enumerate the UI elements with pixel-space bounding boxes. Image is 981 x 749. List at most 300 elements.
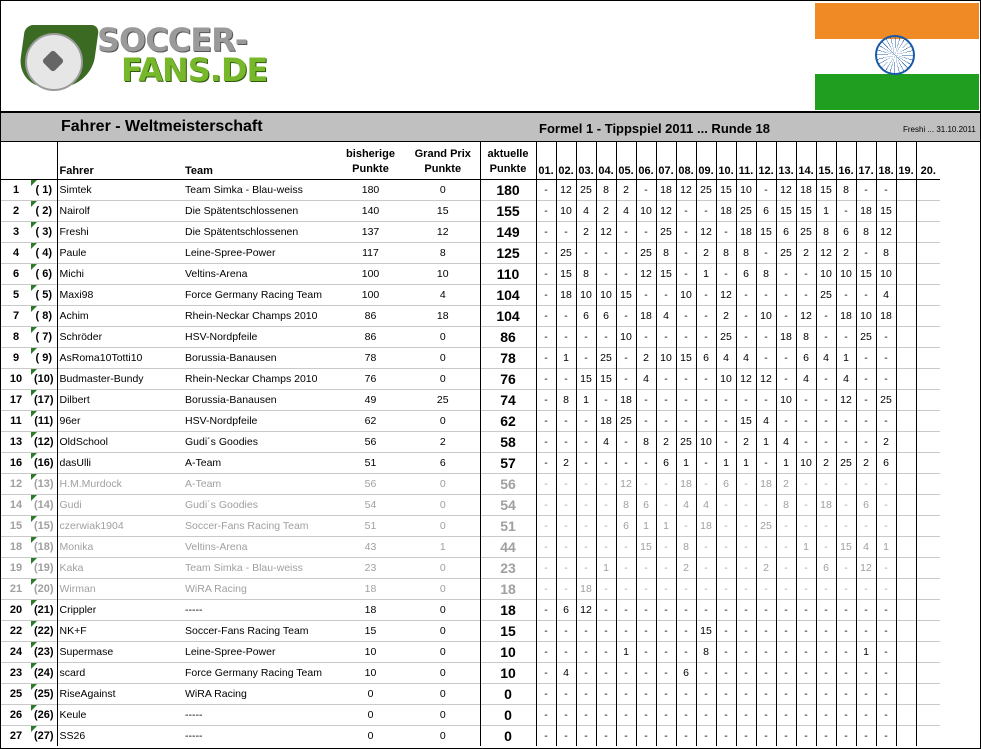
round-12-cell: 2 bbox=[756, 558, 776, 579]
round-12-cell: - bbox=[756, 642, 776, 663]
bisherige-cell: 10 bbox=[335, 663, 406, 684]
bisherige-cell: 51 bbox=[335, 453, 406, 474]
header-area bbox=[1, 1, 980, 113]
table-row bbox=[1, 243, 940, 264]
gp-points-cell: 0 bbox=[406, 327, 480, 348]
round-8-cell: - bbox=[676, 411, 696, 432]
round-9-cell: 10 bbox=[696, 432, 716, 453]
round-16-cell: - bbox=[836, 705, 856, 726]
gp-points-cell: 0 bbox=[406, 558, 480, 579]
previous-position-cell: ( 2) bbox=[31, 201, 57, 222]
round-17-cell: - bbox=[856, 516, 876, 537]
team-cell: Veltins-Arena bbox=[183, 537, 335, 558]
aktuelle-cell: 56 bbox=[480, 474, 536, 495]
round-9-cell: - bbox=[696, 663, 716, 684]
round-15-cell: - bbox=[816, 684, 836, 705]
round-7-cell: - bbox=[656, 474, 676, 495]
round-15-cell: - bbox=[816, 474, 836, 495]
round-4-cell: - bbox=[596, 390, 616, 411]
aktuelle-cell: 54 bbox=[480, 495, 536, 516]
table-row bbox=[1, 180, 940, 201]
round-6-cell: 15 bbox=[636, 537, 656, 558]
round-1-cell: - bbox=[536, 243, 556, 264]
round-15-cell: - bbox=[816, 579, 836, 600]
round-17-cell: 2 bbox=[856, 453, 876, 474]
title-bar bbox=[1, 113, 980, 142]
standings-table-wrap bbox=[1, 142, 940, 746]
gp-points-cell: 1 bbox=[406, 537, 480, 558]
round-2-cell: 10 bbox=[556, 201, 576, 222]
round-16-cell: - bbox=[836, 411, 856, 432]
position-cell: 24 bbox=[1, 642, 31, 663]
round-7-cell: 1 bbox=[656, 516, 676, 537]
position-cell: 18 bbox=[1, 537, 31, 558]
round-8-cell: - bbox=[676, 390, 696, 411]
round-4-cell: 2 bbox=[596, 201, 616, 222]
round-3-cell: - bbox=[576, 726, 596, 747]
round-1-cell: - bbox=[536, 264, 556, 285]
previous-position-cell: ( 3) bbox=[31, 222, 57, 243]
position-cell: 6 bbox=[1, 264, 31, 285]
round-10-cell: 12 bbox=[716, 285, 736, 306]
round-20-cell bbox=[916, 306, 940, 327]
round-4-cell: - bbox=[596, 642, 616, 663]
round-16-cell: 6 bbox=[836, 222, 856, 243]
round-10-cell: - bbox=[716, 495, 736, 516]
round-8-cell: - bbox=[676, 621, 696, 642]
gp-points-cell: 15 bbox=[406, 201, 480, 222]
round-8-cell: - bbox=[676, 705, 696, 726]
round-11-cell: - bbox=[736, 327, 756, 348]
round-1-cell: - bbox=[536, 201, 556, 222]
header-round-14: 14. bbox=[796, 142, 816, 180]
driver-name-cell: Maxi98 bbox=[57, 285, 183, 306]
round-7-cell: - bbox=[656, 411, 676, 432]
round-10-cell: - bbox=[716, 579, 736, 600]
round-6-cell: 4 bbox=[636, 369, 656, 390]
table-row bbox=[1, 264, 940, 285]
round-7-cell: - bbox=[656, 537, 676, 558]
round-1-cell: - bbox=[536, 495, 556, 516]
team-cell: Borussia-Banausen bbox=[183, 348, 335, 369]
header-round-1: 01. bbox=[536, 142, 556, 180]
round-1-cell: - bbox=[536, 558, 556, 579]
round-19-cell bbox=[896, 243, 916, 264]
round-19-cell bbox=[896, 306, 916, 327]
round-6-cell: - bbox=[636, 411, 656, 432]
driver-name-cell: Paule bbox=[57, 243, 183, 264]
round-13-cell: - bbox=[776, 684, 796, 705]
bisherige-cell: 0 bbox=[335, 726, 406, 747]
round-4-cell: - bbox=[596, 663, 616, 684]
round-16-cell: 25 bbox=[836, 453, 856, 474]
position-cell: 27 bbox=[1, 726, 31, 747]
round-12-cell: - bbox=[756, 453, 776, 474]
round-6-cell: - bbox=[636, 642, 656, 663]
previous-position-cell: (22) bbox=[31, 621, 57, 642]
team-cell: Team Simka - Blau-weiss bbox=[183, 558, 335, 579]
round-3-cell: - bbox=[576, 474, 596, 495]
round-6-cell: - bbox=[636, 285, 656, 306]
round-19-cell bbox=[896, 264, 916, 285]
round-16-cell: - bbox=[836, 201, 856, 222]
round-14-cell: - bbox=[796, 579, 816, 600]
round-12-cell: - bbox=[756, 327, 776, 348]
round-7-cell: - bbox=[656, 726, 676, 747]
round-4-cell: 6 bbox=[596, 306, 616, 327]
round-12-cell: 15 bbox=[756, 222, 776, 243]
round-11-cell: 18 bbox=[736, 222, 756, 243]
round-20-cell bbox=[916, 495, 940, 516]
round-3-cell: - bbox=[576, 663, 596, 684]
round-5-cell: - bbox=[616, 726, 636, 747]
round-18-cell: - bbox=[876, 495, 896, 516]
round-4-cell: - bbox=[596, 453, 616, 474]
round-18-cell: 10 bbox=[876, 264, 896, 285]
round-3-cell: - bbox=[576, 432, 596, 453]
driver-name-cell: NK+F bbox=[57, 621, 183, 642]
round-5-cell: - bbox=[616, 663, 636, 684]
round-3-cell: 25 bbox=[576, 180, 596, 201]
gp-points-cell: 0 bbox=[406, 180, 480, 201]
table-row bbox=[1, 369, 940, 390]
round-11-cell: - bbox=[736, 579, 756, 600]
round-1-cell: - bbox=[536, 222, 556, 243]
round-16-cell: 12 bbox=[836, 390, 856, 411]
round-1-cell: - bbox=[536, 411, 556, 432]
round-8-cell: 2 bbox=[676, 558, 696, 579]
round-1-cell: - bbox=[536, 663, 556, 684]
round-20-cell bbox=[916, 600, 940, 621]
round-13-cell: - bbox=[776, 579, 796, 600]
round-14-cell: - bbox=[796, 495, 816, 516]
previous-position-cell: (17) bbox=[31, 390, 57, 411]
round-5-cell: - bbox=[616, 579, 636, 600]
previous-position-cell: (16) bbox=[31, 453, 57, 474]
round-11-cell: - bbox=[736, 600, 756, 621]
round-15-cell: - bbox=[816, 369, 836, 390]
round-7-cell: 6 bbox=[656, 453, 676, 474]
round-5-cell: - bbox=[616, 348, 636, 369]
driver-name-cell: Supermase bbox=[57, 642, 183, 663]
driver-name-cell: Dilbert bbox=[57, 390, 183, 411]
aktuelle-cell: 149 bbox=[480, 222, 536, 243]
round-17-cell: - bbox=[856, 369, 876, 390]
round-13-cell: 25 bbox=[776, 243, 796, 264]
header-round-6: 06. bbox=[636, 142, 656, 180]
round-19-cell bbox=[896, 474, 916, 495]
round-4-cell: - bbox=[596, 684, 616, 705]
aktuelle-cell: 125 bbox=[480, 243, 536, 264]
previous-position-cell: (13) bbox=[31, 474, 57, 495]
round-9-cell: 2 bbox=[696, 243, 716, 264]
round-8-cell: 8 bbox=[676, 537, 696, 558]
previous-position-cell: (12) bbox=[31, 432, 57, 453]
round-9-cell: - bbox=[696, 705, 716, 726]
round-4-cell: - bbox=[596, 621, 616, 642]
team-cell: HSV-Nordpfeile bbox=[183, 411, 335, 432]
round-17-cell: 12 bbox=[856, 558, 876, 579]
round-20-cell bbox=[916, 222, 940, 243]
round-18-cell: - bbox=[876, 369, 896, 390]
round-20-cell bbox=[916, 201, 940, 222]
table-row bbox=[1, 222, 940, 243]
table-row bbox=[1, 327, 940, 348]
aktuelle-cell: 76 bbox=[480, 369, 536, 390]
round-13-cell: 2 bbox=[776, 474, 796, 495]
round-11-cell: - bbox=[736, 705, 756, 726]
round-6-cell: - bbox=[636, 684, 656, 705]
round-8-cell: - bbox=[676, 516, 696, 537]
previous-position-cell: (24) bbox=[31, 663, 57, 684]
header-round-16: 16. bbox=[836, 142, 856, 180]
header-round-9: 09. bbox=[696, 142, 716, 180]
round-20-cell bbox=[916, 558, 940, 579]
round-11-cell: 15 bbox=[736, 411, 756, 432]
round-17-cell: - bbox=[856, 432, 876, 453]
round-6-cell: - bbox=[636, 390, 656, 411]
gp-points-cell: 0 bbox=[406, 600, 480, 621]
round-11-cell: - bbox=[736, 642, 756, 663]
round-7-cell: 15 bbox=[656, 264, 676, 285]
round-2-cell: - bbox=[556, 684, 576, 705]
round-16-cell: - bbox=[836, 642, 856, 663]
round-20-cell bbox=[916, 285, 940, 306]
round-11-cell: - bbox=[736, 306, 756, 327]
header-pos bbox=[1, 142, 31, 180]
aktuelle-cell: 10 bbox=[480, 663, 536, 684]
round-14-cell: 1 bbox=[796, 537, 816, 558]
header-round-2: 02. bbox=[556, 142, 576, 180]
round-9-cell: - bbox=[696, 453, 716, 474]
round-17-cell: - bbox=[856, 684, 876, 705]
driver-name-cell: Achim bbox=[57, 306, 183, 327]
position-cell: 20 bbox=[1, 600, 31, 621]
bisherige-cell: 100 bbox=[335, 264, 406, 285]
round-10-cell: - bbox=[716, 558, 736, 579]
round-16-cell: 8 bbox=[836, 180, 856, 201]
previous-position-cell: (14) bbox=[31, 495, 57, 516]
round-4-cell: 15 bbox=[596, 369, 616, 390]
round-12-cell: 4 bbox=[756, 411, 776, 432]
round-5-cell: 8 bbox=[616, 495, 636, 516]
round-14-cell: - bbox=[796, 390, 816, 411]
round-7-cell: 8 bbox=[656, 243, 676, 264]
round-17-cell: - bbox=[856, 579, 876, 600]
header-fahrer: Fahrer bbox=[57, 142, 183, 180]
round-11-cell: - bbox=[736, 495, 756, 516]
table-row bbox=[1, 285, 940, 306]
round-9-cell: 8 bbox=[696, 642, 716, 663]
header-round-19: 19. bbox=[896, 142, 916, 180]
round-8-cell: - bbox=[676, 726, 696, 747]
round-12-cell: - bbox=[756, 663, 776, 684]
driver-name-cell: RiseAgainst bbox=[57, 684, 183, 705]
round-2-cell: - bbox=[556, 726, 576, 747]
team-cell: WiRA Racing bbox=[183, 579, 335, 600]
header-round-12: 12. bbox=[756, 142, 776, 180]
round-1-cell: - bbox=[536, 453, 556, 474]
round-15-cell: - bbox=[816, 390, 836, 411]
round-17-cell: - bbox=[856, 474, 876, 495]
round-9-cell: - bbox=[696, 474, 716, 495]
previous-position-cell: ( 8) bbox=[31, 306, 57, 327]
position-cell: 21 bbox=[1, 579, 31, 600]
table-row bbox=[1, 621, 940, 642]
table-row bbox=[1, 390, 940, 411]
round-16-cell: - bbox=[836, 327, 856, 348]
round-20-cell bbox=[916, 621, 940, 642]
position-cell: 3 bbox=[1, 222, 31, 243]
header-round-15: 15. bbox=[816, 142, 836, 180]
driver-name-cell: Freshi bbox=[57, 222, 183, 243]
aktuelle-cell: 86 bbox=[480, 327, 536, 348]
round-8-cell: - bbox=[676, 642, 696, 663]
driver-name-cell: Simtek bbox=[57, 180, 183, 201]
round-10-cell: 4 bbox=[716, 348, 736, 369]
round-6-cell: 6 bbox=[636, 495, 656, 516]
round-16-cell: - bbox=[836, 432, 856, 453]
round-15-cell: 18 bbox=[816, 495, 836, 516]
round-15-cell: 10 bbox=[816, 264, 836, 285]
header-bisherige bbox=[335, 142, 406, 180]
round-13-cell: - bbox=[776, 558, 796, 579]
round-13-cell: - bbox=[776, 285, 796, 306]
round-7-cell: - bbox=[656, 390, 676, 411]
round-4-cell: - bbox=[596, 474, 616, 495]
round-15-cell: 15 bbox=[816, 180, 836, 201]
round-17-cell: - bbox=[856, 705, 876, 726]
round-15-cell: - bbox=[816, 432, 836, 453]
round-16-cell: 15 bbox=[836, 537, 856, 558]
team-cell: Team Simka - Blau-weiss bbox=[183, 180, 335, 201]
round-4-cell: 4 bbox=[596, 432, 616, 453]
gp-points-cell: 0 bbox=[406, 348, 480, 369]
round-10-cell: - bbox=[716, 390, 736, 411]
round-5-cell: - bbox=[616, 369, 636, 390]
round-10-cell: - bbox=[716, 684, 736, 705]
round-3-cell: - bbox=[576, 516, 596, 537]
round-12-cell: - bbox=[756, 726, 776, 747]
round-11-cell: - bbox=[736, 726, 756, 747]
team-cell: HSV-Nordpfeile bbox=[183, 327, 335, 348]
round-9-cell: - bbox=[696, 726, 716, 747]
team-cell: Force Germany Racing Team bbox=[183, 663, 335, 684]
driver-name-cell: Monika bbox=[57, 537, 183, 558]
table-row bbox=[1, 663, 940, 684]
aktuelle-cell: 57 bbox=[480, 453, 536, 474]
round-8-cell: 4 bbox=[676, 495, 696, 516]
gp-points-cell: 0 bbox=[406, 726, 480, 747]
round-10-cell: - bbox=[716, 726, 736, 747]
standings-table bbox=[1, 142, 940, 746]
round-2-cell: 25 bbox=[556, 243, 576, 264]
round-7-cell: - bbox=[656, 369, 676, 390]
round-19-cell bbox=[896, 537, 916, 558]
position-cell: 4 bbox=[1, 243, 31, 264]
round-12-cell: - bbox=[756, 180, 776, 201]
round-16-cell: 2 bbox=[836, 243, 856, 264]
round-3-cell: - bbox=[576, 243, 596, 264]
round-3-cell: - bbox=[576, 453, 596, 474]
gp-points-cell: 0 bbox=[406, 474, 480, 495]
round-14-cell: - bbox=[796, 411, 816, 432]
round-19-cell bbox=[896, 579, 916, 600]
team-cell: Die Spätentschlossenen bbox=[183, 222, 335, 243]
bisherige-cell: 54 bbox=[335, 495, 406, 516]
round-19-cell bbox=[896, 180, 916, 201]
round-20-cell bbox=[916, 390, 940, 411]
bisherige-cell: 10 bbox=[335, 642, 406, 663]
round-20-cell bbox=[916, 453, 940, 474]
round-19-cell bbox=[896, 558, 916, 579]
round-14-cell: - bbox=[796, 726, 816, 747]
bisherige-cell: 23 bbox=[335, 558, 406, 579]
round-16-cell: - bbox=[836, 726, 856, 747]
round-10-cell: 1 bbox=[716, 453, 736, 474]
round-10-cell: - bbox=[716, 600, 736, 621]
gp-points-cell: 8 bbox=[406, 243, 480, 264]
round-11-cell: - bbox=[736, 684, 756, 705]
round-20-cell bbox=[916, 369, 940, 390]
round-16-cell: - bbox=[836, 495, 856, 516]
round-9-cell: - bbox=[696, 579, 716, 600]
team-cell: Gudi´s Goodies bbox=[183, 432, 335, 453]
round-2-cell: - bbox=[556, 537, 576, 558]
round-1-cell: - bbox=[536, 516, 556, 537]
round-12-cell: 12 bbox=[756, 369, 776, 390]
round-19-cell bbox=[896, 516, 916, 537]
bisherige-cell: 100 bbox=[335, 285, 406, 306]
round-18-cell: 1 bbox=[876, 537, 896, 558]
table-row bbox=[1, 432, 940, 453]
round-19-cell bbox=[896, 285, 916, 306]
driver-name-cell: Wirman bbox=[57, 579, 183, 600]
round-14-cell: - bbox=[796, 600, 816, 621]
round-13-cell: 15 bbox=[776, 201, 796, 222]
round-5-cell: 18 bbox=[616, 390, 636, 411]
header-bisherige-line1: bisherige bbox=[346, 148, 395, 160]
round-18-cell: 6 bbox=[876, 453, 896, 474]
header-aktuelle-line2: Punkte bbox=[489, 163, 527, 175]
round-4-cell: 10 bbox=[596, 285, 616, 306]
round-7-cell: - bbox=[656, 705, 676, 726]
round-9-cell: - bbox=[696, 285, 716, 306]
position-cell: 14 bbox=[1, 495, 31, 516]
round-15-cell: - bbox=[816, 663, 836, 684]
previous-position-cell: (26) bbox=[31, 705, 57, 726]
round-6-cell: - bbox=[636, 726, 656, 747]
round-2-cell: - bbox=[556, 516, 576, 537]
round-20-cell bbox=[916, 516, 940, 537]
round-14-cell: - bbox=[796, 264, 816, 285]
aktuelle-cell: 44 bbox=[480, 537, 536, 558]
team-cell: Soccer-Fans Racing Team bbox=[183, 621, 335, 642]
round-12-cell: 18 bbox=[756, 474, 776, 495]
round-11-cell: - bbox=[736, 285, 756, 306]
position-cell: 5 bbox=[1, 285, 31, 306]
position-cell: 26 bbox=[1, 705, 31, 726]
previous-position-cell: (19) bbox=[31, 558, 57, 579]
round-11-cell: - bbox=[736, 621, 756, 642]
previous-position-cell: ( 7) bbox=[31, 327, 57, 348]
round-11-cell: 1 bbox=[736, 453, 756, 474]
header-gp bbox=[406, 142, 480, 180]
position-cell: 9 bbox=[1, 348, 31, 369]
position-cell: 25 bbox=[1, 684, 31, 705]
round-19-cell bbox=[896, 705, 916, 726]
round-3-cell: - bbox=[576, 537, 596, 558]
